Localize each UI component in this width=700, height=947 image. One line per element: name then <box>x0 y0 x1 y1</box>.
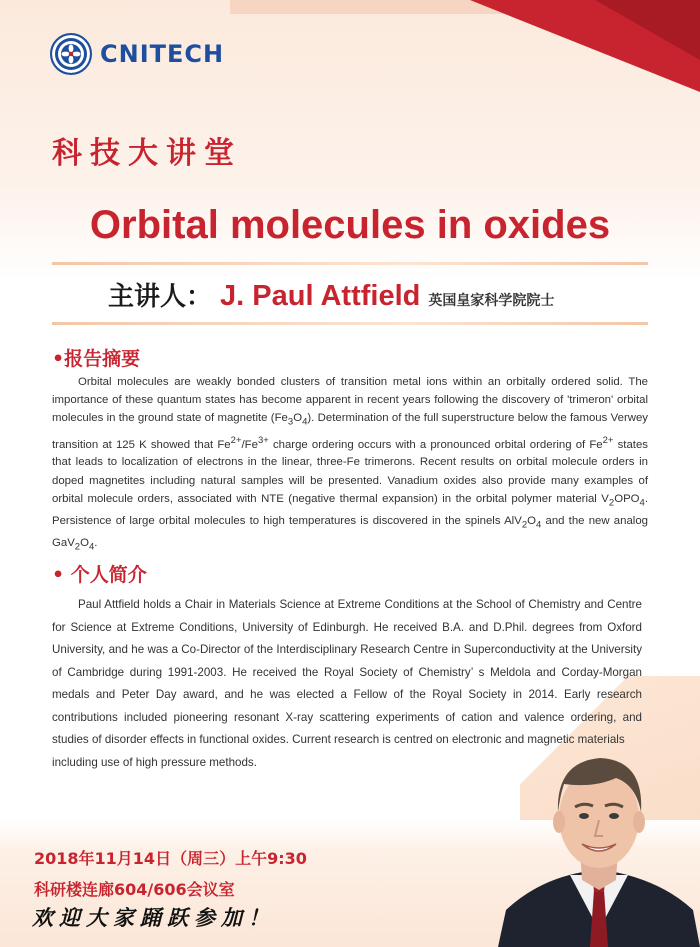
abstract-heading: •报告摘要 <box>52 348 141 370</box>
brand-logo <box>50 33 224 75</box>
event-time: 2018年11月14日（周三）上午9:30 <box>34 849 307 868</box>
talk-title: Orbital molecules in oxides <box>89 203 611 247</box>
logo-text: CNITECH <box>100 40 225 68</box>
series-title: 科技大讲堂 <box>52 136 242 171</box>
speaker-portrait <box>498 740 700 947</box>
divider-top <box>52 262 648 265</box>
speaker-honor: 英国皇家科学院院士 <box>428 293 555 309</box>
seal-icon <box>50 33 92 75</box>
speaker-name: J. Paul Attfield <box>220 280 421 312</box>
speaker-label: 主讲人： <box>108 282 213 312</box>
welcome-text: 欢迎大家踊跃参加！ <box>32 905 275 930</box>
bio-text: Paul Attfield holds a Chair in Materials Science at Extreme Conditions at the School of Chemistry and Centre for Science at Extreme Conditions, University of Edinburgh. He received B.A. and D.Phil. degrees from Oxford University, and he was a Co-Director of the Interdisciplinary Research Centre in Superconductivity at the University of Cambridge during 1991-2003. He received the Royal Society of Chemistry’ s Meldola and Corday-Morgan medals and Peter Day award, and he was elected a Fellow of the Royal Society in 2014. Early research contributions included pioneering resonant X-ray scattering experiments of cation and valence ordering, and studies of disorder effects in functional oxides. Current research is centred on electronic and magnetic materials including use of high pressure methods. <box>52 598 642 769</box>
speaker-line <box>108 276 554 313</box>
bio-heading: • 个人简介 <box>52 564 147 586</box>
abstract-text: Orbital molecules are weakly bonded clusters of transition metal ions within an orbitally ordered solid. The importance of these quantum states has become apparent in recent years following the discovery of 'trimeron' orbital molecules in the ground state of magnetite $(Fe_3O_4)$. Determination of the full superstructure below the famous Verwey transition at 125 K showed that $Fe^{2+}/Fe^{3+}$ charge ordering occurs with a pronounced orbital ordering of $Fe^{2+}$ states that leads to localization of electrons in the linear, three-Fe trimerons. Recent results on orbital molecule orders in doped magnetites including natural samples will be presented. Vanadium oxides also provide many examples of orbital molecule orders, associated with NTE (negative thermal expansion) in the orbital polymer material $V_2OPO_4$. Persistence of large orbital molecules to high temperatures is discovered in the spinels $AlV_2O_4$ and the new analog $GaV_2O_4$. <box>52 376 649 553</box>
event-place: 科研楼连廊604/606会议室 <box>34 880 235 899</box>
divider-bottom <box>52 322 648 325</box>
